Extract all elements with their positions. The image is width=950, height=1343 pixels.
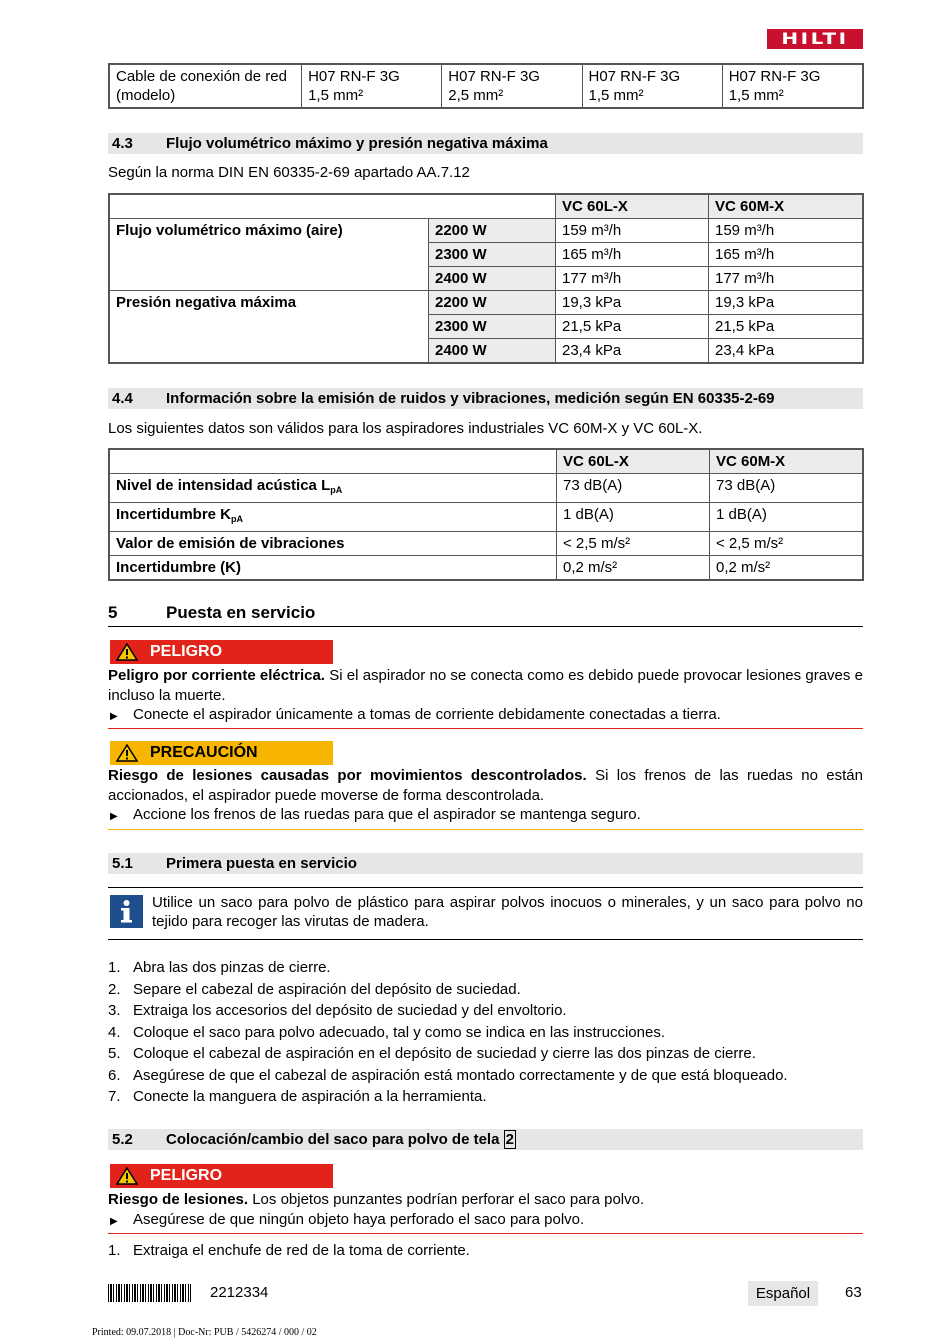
list-item-text: Asegúrese de que el cabezal de aspiración está montado correctamente y de que está bloqueado. (133, 1067, 788, 1084)
danger-text: Peligro por corriente eléctrica. Si el aspirador no se conecta como es debido puede provocar lesiones graves e incluso la muerte. (108, 667, 863, 704)
cable-cell: H07 RN-F 3G 1,5 mm² (302, 64, 442, 108)
section-heading-4-3: 4.3 Flujo volumétrico máximo y presión negativa máxima (108, 133, 863, 154)
value-cell: 1 dB(A) (710, 503, 864, 532)
danger-banner: PELIGRO (110, 640, 333, 664)
danger-banner: PELIGRO (110, 1164, 333, 1188)
list-item-text: Abra las dos pinzas de cierre. (133, 959, 331, 976)
hilti-logo: HILTI (767, 29, 863, 49)
danger-bullet: Asegúrese de que ningún objeto haya perforado el saco para polvo. (133, 1211, 585, 1228)
list-item-text: Coloque el saco para polvo adecuado, tal y como se indica en las instrucciones. (133, 1024, 665, 1041)
row-group-pressure: Presión negativa máxima (109, 291, 429, 364)
col-header-vc60m: VC 60M-X (710, 449, 864, 474)
value-cell: 165 m³/h (556, 243, 709, 267)
list-item-text: Extraiga el enchufe de red de la toma de corriente. (133, 1242, 470, 1259)
doc-number: 2212334 (210, 1284, 269, 1301)
caution-banner: PRECAUCIÓN (110, 741, 333, 765)
value-cell: 1 dB(A) (557, 503, 710, 532)
row-label-uncertainty-k: Incertidumbre $K_{pA}$ (109, 503, 557, 532)
row-group-flow: Flujo volumétrico máximo (aire) (109, 219, 429, 291)
chapter-heading-5: 5 Puesta en servicio (108, 603, 316, 622)
section-4-3-intro: Según la norma DIN EN 60335-2-69 apartado AA.7.12 (108, 164, 470, 181)
col-header-vc60l: VC 60L-X (556, 194, 709, 219)
cable-table (108, 63, 864, 109)
value-cell: < 2,5 m/s² (710, 532, 864, 556)
section-heading-4-4: 4.4 Información sobre la emisión de ruidos y vibraciones, medición según EN 60335-2-69 (108, 388, 863, 409)
power-cell: 2200 W (429, 219, 556, 243)
section-heading-5-1: 5.1 Primera puesta en servicio (108, 853, 863, 874)
value-cell: 19,3 kPa (556, 291, 709, 315)
danger-bullet: Conecte el aspirador únicamente a tomas de corriente debidamente conectadas a tierra. (133, 706, 721, 723)
warning-triangle-icon (116, 744, 138, 762)
danger-divider (108, 728, 863, 729)
cable-cell: H07 RN-F 3G 1,5 mm² (722, 64, 863, 108)
info-top-rule (108, 887, 863, 888)
value-cell: 19,3 kPa (709, 291, 864, 315)
bullet-arrow-icon: ▶ (110, 711, 118, 722)
flow-pressure-table (108, 193, 864, 364)
danger-text: Riesgo de lesiones. Los objetos punzantes podrían perforar el saco para polvo. (108, 1191, 645, 1208)
value-cell: 21,5 kPa (556, 315, 709, 339)
value-cell: 177 m³/h (709, 267, 864, 291)
list-item: 7. (108, 1088, 121, 1105)
list-item: 3. (108, 1002, 121, 1019)
caution-divider (108, 829, 863, 830)
warning-triangle-icon (116, 1167, 138, 1185)
page-number: 63 (845, 1284, 862, 1301)
col-header-vc60l: VC 60L-X (557, 449, 710, 474)
row-label-uncertainty: Incertidumbre (K) (109, 556, 557, 581)
list-item: 2. (108, 981, 121, 998)
value-cell: 0,2 m/s² (710, 556, 864, 581)
power-cell: 2400 W (429, 267, 556, 291)
power-cell: 2300 W (429, 315, 556, 339)
power-cell: 2200 W (429, 291, 556, 315)
list-item-text: Separe el cabezal de aspiración del depósito de suciedad. (133, 981, 521, 998)
value-cell: 73 dB(A) (557, 474, 710, 503)
info-text: Utilice un saco para polvo de plástico para aspirar polvos inocuos o minerales, y un saco para polvo no tejido para recoger las virutas de madera. (152, 894, 863, 930)
list-item-text: Extraiga los accesorios del depósito de suciedad y del envoltorio. (133, 1002, 567, 1019)
list-item: 5. (108, 1045, 121, 1062)
barcode (108, 1284, 191, 1302)
list-item-text: Conecte la manguera de aspiración a la herramienta. (133, 1088, 487, 1105)
info-bottom-rule (108, 939, 863, 940)
value-cell: 165 m³/h (709, 243, 864, 267)
bullet-arrow-icon: ▶ (110, 811, 118, 822)
cable-cell: H07 RN-F 3G 1,5 mm² (582, 64, 722, 108)
row-label-vibration: Valor de emisión de vibraciones (109, 532, 557, 556)
caution-bullet: Accione los frenos de las ruedas para que el aspirador se mantenga seguro. (133, 806, 641, 823)
power-cell: 2400 W (429, 339, 556, 364)
section-4-4-intro: Los siguientes datos son válidos para los aspiradores industriales VC 60M-X y VC 60L-X. (108, 420, 703, 437)
list-item: 6. (108, 1067, 121, 1084)
figure-reference[interactable]: 2 (505, 1131, 514, 1148)
value-cell: 159 m³/h (709, 219, 864, 243)
list-item: 1. (108, 959, 121, 976)
caution-text: Riesgo de lesiones causadas por movimientos descontrolados. Si los frenos de las ruedas no están accionados, el aspirador puede moverse de forma descontrolada. (108, 767, 863, 804)
row-label-sound-level: Nivel de intensidad acústica $L_{pA}$ (109, 474, 557, 503)
list-item-text: Coloque el cabezal de aspiración en el depósito de suciedad y cierre las dos pinzas de cierre. (133, 1045, 756, 1062)
value-cell: 177 m³/h (556, 267, 709, 291)
cable-label: Cable de conexión de red (modelo) (109, 64, 302, 108)
noise-vibration-table (108, 448, 864, 581)
language-label: Español (748, 1281, 818, 1306)
list-item: 4. (108, 1024, 121, 1041)
value-cell: 21,5 kPa (709, 315, 864, 339)
divider (108, 626, 863, 627)
print-info: Printed: 09.07.2018 | Doc-Nr: PUB / 5426274 / 000 / 02 (92, 1327, 317, 1338)
section-heading-5-2: 5.2 Colocación/cambio del saco para polvo de tela 2 (108, 1129, 863, 1150)
bullet-arrow-icon: ▶ (110, 1216, 118, 1227)
value-cell: 23,4 kPa (709, 339, 864, 364)
cable-cell: H07 RN-F 3G 2,5 mm² (442, 64, 582, 108)
power-cell: 2300 W (429, 243, 556, 267)
value-cell: < 2,5 m/s² (557, 532, 710, 556)
value-cell: 159 m³/h (556, 219, 709, 243)
col-header-vc60m: VC 60M-X (709, 194, 864, 219)
value-cell: 23,4 kPa (556, 339, 709, 364)
value-cell: 0,2 m/s² (557, 556, 710, 581)
list-item: 1. (108, 1242, 121, 1259)
warning-triangle-icon (116, 643, 138, 661)
danger-divider (108, 1233, 863, 1234)
info-icon (110, 895, 143, 928)
value-cell: 73 dB(A) (710, 474, 864, 503)
